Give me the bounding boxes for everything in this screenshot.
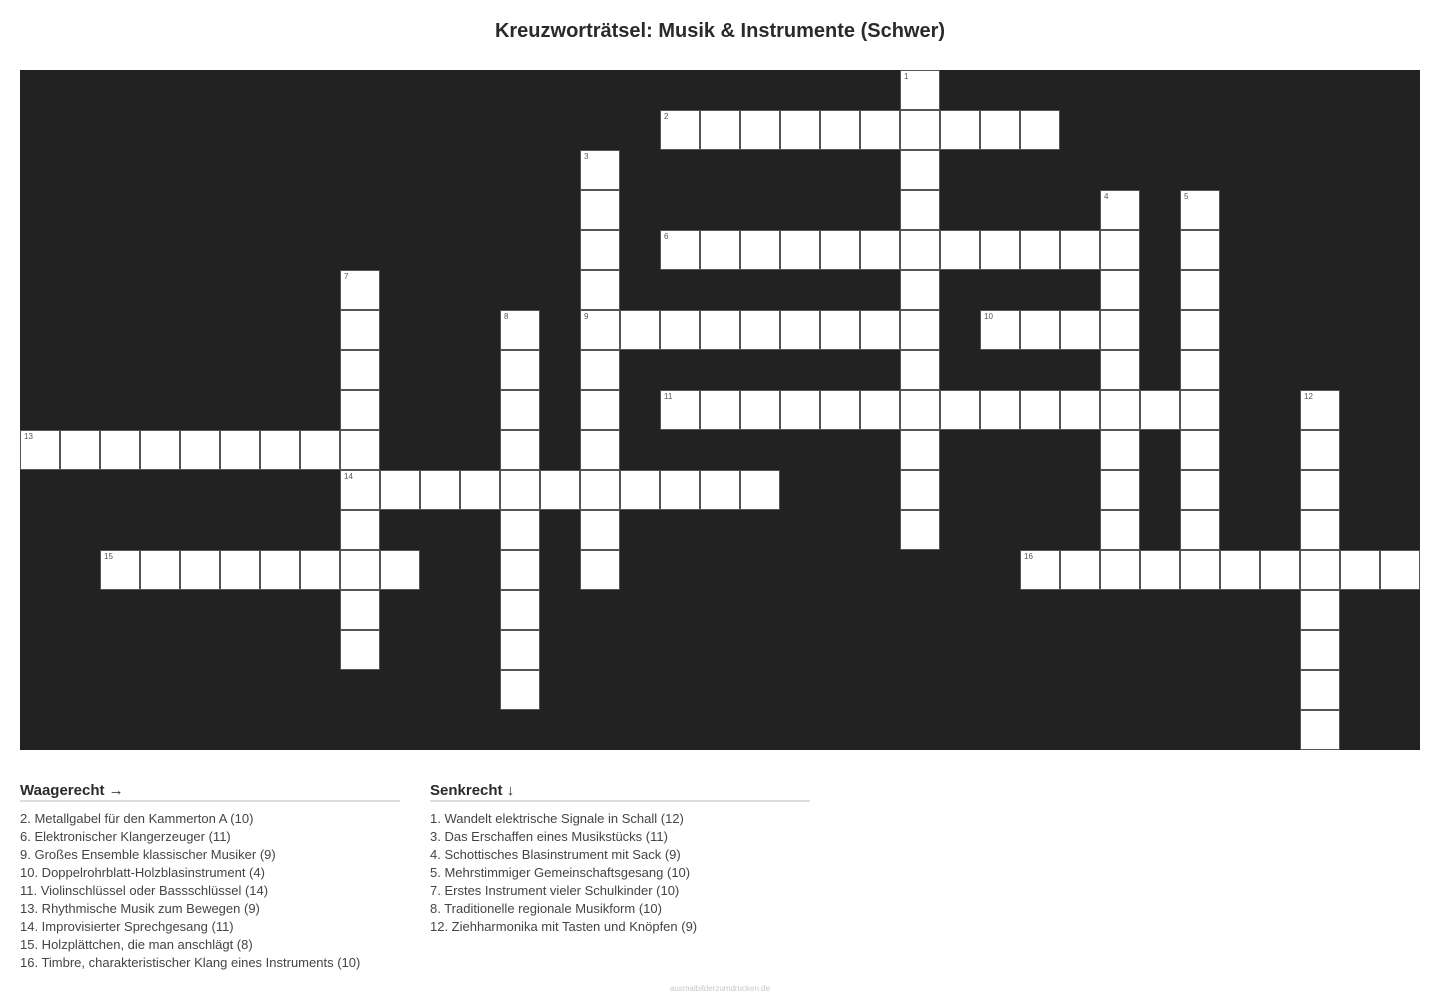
grid-cell[interactable] [740,470,780,510]
grid-cell[interactable] [900,150,940,190]
grid-cell[interactable] [660,230,700,270]
clue-number: 8 [504,312,509,321]
grid-cell[interactable] [580,550,620,590]
down-clue: 1. Wandelt elektrische Signale in Schall (12) [430,811,684,826]
clue-number: 14 [344,472,353,481]
grid-cell[interactable] [500,550,540,590]
grid-cell[interactable] [1340,550,1380,590]
grid-cell[interactable] [1180,230,1220,270]
grid-cell[interactable] [340,590,380,630]
across-heading: Waagerecht → [20,782,400,802]
grid-cell[interactable] [900,350,940,390]
grid-cell[interactable] [1380,550,1420,590]
grid-cell[interactable] [1020,110,1060,150]
across-clue: 2. Metallgabel für den Kammerton A (10) [20,811,254,826]
grid-cell[interactable] [700,230,740,270]
grid-cell[interactable] [780,110,820,150]
grid-cell[interactable] [660,110,700,150]
grid-cell[interactable] [20,430,60,470]
clue-number: 7 [344,272,349,281]
down-clue: 7. Erstes Instrument vieler Schulkinder (10) [430,883,680,898]
grid-cell[interactable] [1180,550,1220,590]
grid-cell[interactable] [1300,470,1340,510]
grid-cell[interactable] [700,310,740,350]
grid-cell[interactable] [580,430,620,470]
crossword-grid [20,70,1420,750]
grid-cell[interactable] [500,670,540,710]
grid-cell[interactable] [140,550,180,590]
grid-cell[interactable] [340,310,380,350]
down-clue: 4. Schottisches Blasinstrument mit Sack (9) [430,847,681,862]
down-clue: 3. Das Erschaffen eines Musikstücks (11) [430,829,668,844]
grid-cell[interactable] [1300,390,1340,430]
grid-cell[interactable] [1060,310,1100,350]
across-clue: 13. Rhythmische Musik zum Bewegen (9) [20,901,260,916]
down-clue-list [430,810,810,936]
grid-cell[interactable] [260,430,300,470]
grid-cell[interactable] [580,350,620,390]
clue-number: 15 [104,552,113,561]
grid-cell[interactable] [700,110,740,150]
grid-cell[interactable] [500,350,540,390]
grid-cell[interactable] [740,390,780,430]
across-clue: 10. Doppelrohrblatt-Holzblasinstrument (4) [20,865,265,880]
grid-cell[interactable] [1060,390,1100,430]
grid-cell[interactable] [580,310,620,350]
grid-cell[interactable] [620,470,660,510]
down-clue: 5. Mehrstimmiger Gemeinschaftsgesang (10) [430,865,691,880]
grid-cell[interactable] [1180,270,1220,310]
grid-cell[interactable] [980,310,1020,350]
grid-cell[interactable] [700,470,740,510]
grid-cell[interactable] [620,310,660,350]
grid-cell[interactable] [900,270,940,310]
grid-cell[interactable] [1180,350,1220,390]
grid-cell[interactable] [380,470,420,510]
grid-cell[interactable] [900,190,940,230]
grid-cell[interactable] [900,110,940,150]
grid-cell[interactable] [660,310,700,350]
grid-cell[interactable] [660,390,700,430]
across-clue: 15. Holzplättchen, die man anschlägt (8) [20,937,253,952]
grid-cell[interactable] [1140,390,1180,430]
grid-cell[interactable] [900,470,940,510]
clue-number: 4 [1104,192,1109,201]
grid-cell[interactable] [900,230,940,270]
grid-cell[interactable] [100,550,140,590]
grid-cell[interactable] [540,470,580,510]
grid-cell[interactable] [900,510,940,550]
grid-cell[interactable] [60,430,100,470]
clue-number: 13 [24,432,33,441]
grid-cell[interactable] [1180,390,1220,430]
grid-cell[interactable] [1100,230,1140,270]
grid-cell[interactable] [1300,670,1340,710]
grid-cell[interactable] [1300,590,1340,630]
grid-cell[interactable] [1100,510,1140,550]
grid-cell[interactable] [940,110,980,150]
grid-cell[interactable] [380,550,420,590]
grid-cell[interactable] [1100,470,1140,510]
grid-cell[interactable] [1260,550,1300,590]
grid-cell[interactable] [580,190,620,230]
grid-cell[interactable] [900,310,940,350]
clue-number: 6 [664,232,669,241]
grid-cell[interactable] [940,230,980,270]
grid-cell[interactable] [820,390,860,430]
grid-cell[interactable] [340,430,380,470]
grid-cell[interactable] [340,390,380,430]
across-clue-list [20,810,400,972]
grid-cell[interactable] [980,230,1020,270]
grid-cell[interactable] [1220,550,1260,590]
clue-number: 9 [584,312,589,321]
grid-cell[interactable] [300,550,340,590]
down-clue: 8. Traditionelle regionale Musikform (10) [430,901,662,916]
grid-cell[interactable] [1140,550,1180,590]
grid-cell[interactable] [1020,230,1060,270]
clue-number: 11 [664,392,673,401]
clue-number: 1 [904,72,909,81]
grid-cell[interactable] [1180,190,1220,230]
clue-number: 3 [584,152,589,161]
grid-cell[interactable] [1100,190,1140,230]
footer-credit: ausmalbilderzumdrucken.de [669,984,771,993]
grid-cell[interactable] [500,470,540,510]
grid-cell[interactable] [580,230,620,270]
grid-cell[interactable] [500,310,540,350]
grid-cell[interactable] [740,310,780,350]
grid-cell[interactable] [500,590,540,630]
grid-cell[interactable] [660,470,700,510]
grid-cell[interactable] [1100,310,1140,350]
grid-cell[interactable] [820,310,860,350]
grid-cell[interactable] [340,550,380,590]
down-clue: 12. Ziehharmonika mit Tasten und Knöpfen (9) [430,919,698,934]
grid-cell[interactable] [1180,430,1220,470]
grid-cell[interactable] [820,110,860,150]
grid-cell[interactable] [1180,470,1220,510]
across-clues-panel [20,782,400,972]
clue-number: 12 [1304,392,1313,401]
grid-cell[interactable] [340,270,380,310]
grid-cell[interactable] [1300,510,1340,550]
grid-cell[interactable] [1060,230,1100,270]
grid-cell[interactable] [180,550,220,590]
grid-cell[interactable] [180,430,220,470]
grid-cell[interactable] [140,430,180,470]
across-clue: 14. Improvisierter Sprechgesang (11) [20,919,234,934]
down-clues-panel [430,782,810,936]
grid-cell[interactable] [900,70,940,110]
grid-cell[interactable] [500,630,540,670]
grid-cell[interactable] [1100,390,1140,430]
across-clue: 16. Timbre, charakteristischer Klang eines Instruments (10) [20,955,361,970]
grid-cell[interactable] [940,390,980,430]
grid-cell[interactable] [1180,310,1220,350]
across-clue: 11. Violinschlüssel oder Bassschlüssel (14) [20,883,269,898]
grid-cell[interactable] [780,310,820,350]
grid-cell[interactable] [420,470,460,510]
clue-number: 5 [1184,192,1189,201]
grid-cell[interactable] [500,430,540,470]
grid-cell[interactable] [780,230,820,270]
down-heading: Senkrecht ↓ [430,782,810,802]
grid-cell[interactable] [860,390,900,430]
grid-cell[interactable] [340,510,380,550]
grid-cell[interactable] [580,390,620,430]
grid-cell[interactable] [500,390,540,430]
grid-cell[interactable] [100,430,140,470]
grid-cell[interactable] [740,110,780,150]
grid-cell[interactable] [1020,310,1060,350]
grid-cell[interactable] [500,510,540,550]
grid-cell[interactable] [1100,350,1140,390]
grid-cell[interactable] [700,390,740,430]
grid-cell[interactable] [1100,430,1140,470]
grid-cell[interactable] [820,230,860,270]
clue-number: 16 [1024,552,1033,561]
grid-cell[interactable] [860,110,900,150]
grid-cell[interactable] [1060,550,1100,590]
grid-cell[interactable] [1180,510,1220,550]
grid-cell[interactable] [1020,390,1060,430]
grid-cell[interactable] [780,390,820,430]
grid-cell[interactable] [1020,550,1060,590]
grid-cell[interactable] [1300,430,1340,470]
grid-cell[interactable] [220,550,260,590]
grid-cell[interactable] [860,310,900,350]
grid-cell[interactable] [580,510,620,550]
grid-cell[interactable] [900,430,940,470]
grid-cell[interactable] [340,630,380,670]
grid-cell[interactable] [740,230,780,270]
clue-number: 2 [664,112,669,121]
grid-cell[interactable] [1100,550,1140,590]
grid-cell[interactable] [860,230,900,270]
grid-cell[interactable] [900,390,940,430]
grid-cell[interactable] [220,430,260,470]
page-title: Kreuzworträtsel: Musik & Instrumente (Schwer) [494,20,946,42]
grid-cell[interactable] [580,270,620,310]
clue-number: 10 [984,312,993,321]
grid-cell[interactable] [1300,710,1340,750]
grid-cell[interactable] [340,350,380,390]
grid-cell[interactable] [580,150,620,190]
grid-cell[interactable] [980,390,1020,430]
grid-cell[interactable] [340,470,380,510]
grid-cell[interactable] [1300,630,1340,670]
grid-cell[interactable] [980,110,1020,150]
grid-cell[interactable] [1100,270,1140,310]
grid-cell[interactable] [260,550,300,590]
grid-cell[interactable] [300,430,340,470]
across-clue: 9. Großes Ensemble klassischer Musiker (9) [20,847,276,862]
grid-cell[interactable] [580,470,620,510]
across-clue: 6. Elektronischer Klangerzeuger (11) [20,829,231,844]
grid-cell[interactable] [460,470,500,510]
grid-cell[interactable] [1300,550,1340,590]
